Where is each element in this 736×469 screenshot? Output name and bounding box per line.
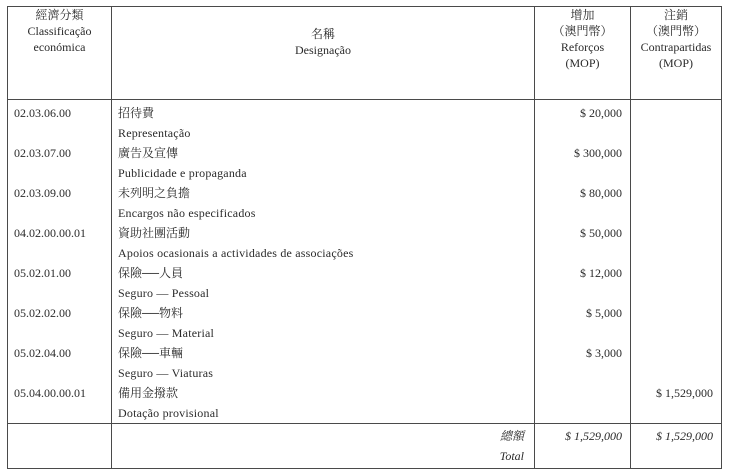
header-reforcos-currency-zh: （澳門幣） [552,24,613,38]
header-contrapartidas [631,7,722,100]
total-code-cell [8,424,112,469]
header-classification-zh: 經濟分類 [35,8,84,22]
row-designation [112,183,535,223]
row-designation [112,143,535,183]
row-name-pt: Apoios ocasionais a actividades de associações [118,245,354,260]
row-contrapartida [631,100,722,144]
row-reforco: $ 50,000 [535,223,631,263]
row-designation [112,383,535,424]
row-name-zh: 保險──車輛 [118,346,184,360]
row-contrapartida [631,143,722,183]
total-row [8,424,722,469]
row-name-pt: Encargos não especificados [118,205,256,220]
table-row [8,383,722,424]
header-contra-zh: 注銷 [663,8,688,22]
header-classification-pt-1: Classificação [27,24,92,38]
table-row [8,143,722,183]
row-reforco: $ 300,000 [535,143,631,183]
header-designation-zh: 名稱 [310,27,335,41]
row-name-zh: 未列明之負擔 [118,186,191,200]
total-label-zh: 總額 [499,429,524,443]
row-reforco: $ 5,000 [535,303,631,343]
row-name-zh: 資助社團活動 [118,226,191,240]
row-reforco: $ 3,000 [535,343,631,383]
header-contra-currency-zh: （澳門幣） [645,24,706,38]
row-reforco: $ 12,000 [535,263,631,303]
row-contrapartida [631,223,722,263]
total-label-pt: Total [499,449,524,463]
row-designation [112,223,535,263]
row-reforco: $ 80,000 [535,183,631,223]
row-designation [112,263,535,303]
row-name-pt: Representação [118,125,191,140]
row-contrapartida: $ 1,529,000 [631,383,722,424]
total-reforco: $ 1,529,000 [535,424,631,469]
table-row [8,183,722,223]
row-name-zh: 廣告及宣傳 [118,146,179,160]
row-code: 05.02.04.00 [8,343,112,383]
table-row [8,343,722,383]
table-row [8,263,722,303]
row-code: 02.03.09.00 [8,183,112,223]
row-contrapartida [631,263,722,303]
row-contrapartida [631,343,722,383]
row-code: 05.04.00.00.01 [8,383,112,424]
row-name-pt: Publicidade e propaganda [118,165,247,180]
header-classification [8,7,112,100]
row-name-zh: 保險──人員 [118,266,184,280]
row-code: 05.02.01.00 [8,263,112,303]
row-reforco: $ 20,000 [535,100,631,144]
header-reforcos-zh: 增加 [570,8,595,22]
row-designation [112,100,535,144]
row-name-zh: 備用金撥款 [118,386,179,400]
header-contra-pt: Contrapartidas [640,40,712,54]
header-reforcos-currency: (MOP) [565,56,600,70]
row-designation [112,343,535,383]
table-row [8,100,722,144]
row-name-pt: Dotação provisional [118,405,219,420]
row-name-pt: Seguro — Viaturas [118,365,214,380]
header-reforcos [535,7,631,100]
table-row [8,223,722,263]
row-reforco [535,383,631,424]
header-designation [112,7,535,100]
total-label [112,424,535,469]
row-name-zh: 招待費 [118,106,155,120]
row-name-pt: Seguro — Pessoal [118,285,210,300]
row-designation [112,303,535,343]
header-classification-pt-2: económica [33,40,86,54]
total-contrapartida: $ 1,529,000 [631,424,722,469]
header-designation-pt: Designação [295,43,351,57]
table-row [8,303,722,343]
budget-table [7,6,722,469]
header-reforcos-pt: Reforços [560,40,605,54]
row-code: 04.02.00.00.01 [8,223,112,263]
row-code: 05.02.02.00 [8,303,112,343]
row-code: 02.03.06.00 [8,100,112,144]
header-contra-currency: (MOP) [658,56,693,70]
row-name-pt: Seguro — Material [118,325,215,340]
row-code: 02.03.07.00 [8,143,112,183]
row-name-zh: 保險──物料 [118,306,184,320]
header-row [8,7,722,100]
row-contrapartida [631,183,722,223]
row-contrapartida [631,303,722,343]
